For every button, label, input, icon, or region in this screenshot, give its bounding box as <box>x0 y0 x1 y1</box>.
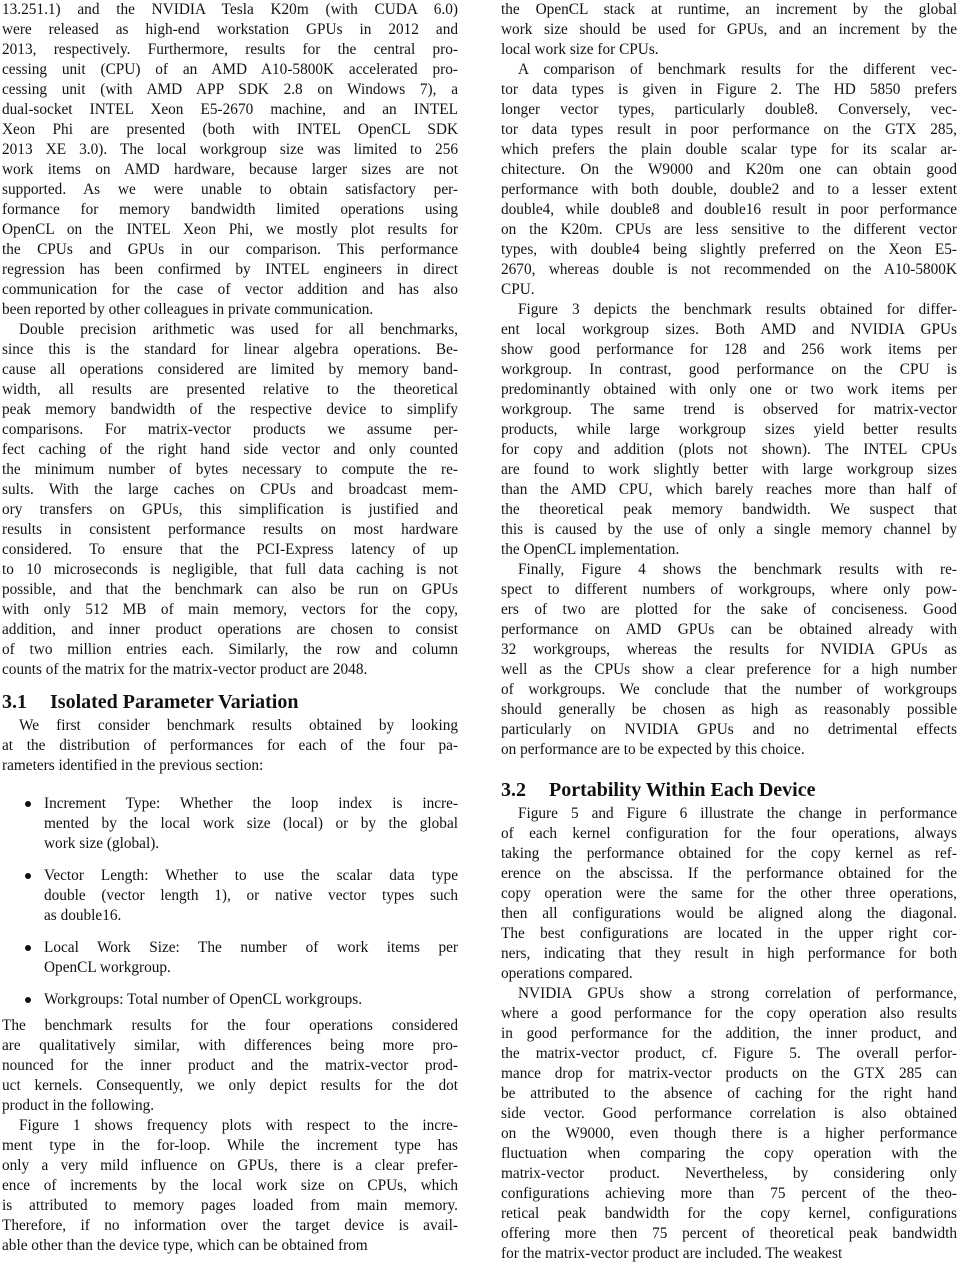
text-line: sults. With the large caches on CPUs and broadcast mem- <box>2 481 458 498</box>
right-column <box>501 0 957 1264</box>
bullet-icon <box>25 990 33 1010</box>
text-line: fluctuation when comparing the copy operation with the <box>501 1145 957 1162</box>
left-column <box>2 0 458 1256</box>
text-line: erence on the abscissa. If the performance obtained for the <box>501 865 957 882</box>
text-line: on the K20m. CPUs are less sensitive to the different vector <box>501 221 957 238</box>
text-line: operations compared. <box>501 965 633 982</box>
text-line: well as the CPUs show a clear preference for a high number <box>501 661 957 678</box>
text-line: ners, indicating that they result in high performance for both <box>501 945 957 962</box>
list-item-line: OpenCL workgroup. <box>44 959 171 976</box>
text-line: We first consider benchmark results obtained by looking <box>19 717 458 734</box>
text-line: Figure 3 depicts the benchmark results obtained for differ- <box>518 301 957 318</box>
section-heading-3-2 <box>501 776 957 804</box>
text-line: been reported by other colleagues in private communication. <box>2 301 374 318</box>
list-item-line: mented by the local work size (local) or by the global <box>44 815 458 832</box>
text-line: of two million entries each. Similarly, the row and column <box>2 641 458 658</box>
text-line: show good performance for 128 and 256 work items per <box>501 341 957 358</box>
text-line: spect to different numbers of workgroups, where only pow- <box>501 581 957 598</box>
text-line: types, with double4 being slightly preferred on the Xeon E5- <box>501 241 957 258</box>
text-line: should generally be chosen as high as reasonably possible <box>501 701 957 718</box>
text-line: comparisons. For matrix-vector products we assume per- <box>2 421 458 438</box>
paragraph-figure-1 <box>2 1116 458 1256</box>
text-line: dual-socket INTEL Xeon E5-2670 machine, and an INTEL <box>2 101 458 118</box>
text-line: Finally, Figure 4 shows the benchmark results with re- <box>518 561 957 578</box>
text-line: is attributed to memory pages loaded from main memory. <box>2 1197 458 1214</box>
list-item <box>2 794 458 854</box>
paragraph-figure-4 <box>501 560 957 760</box>
text-line: fect caching of the right hand side vector and only counted <box>2 441 458 458</box>
text-line: 2013, respectively. Furthermore, results for the central pro- <box>2 41 458 58</box>
text-line: with only 512 MB of main memory, vectors for the copy, <box>2 601 458 618</box>
text-line: The benchmark results for the four operations considered <box>2 1017 458 1034</box>
text-line: communication for the case of vector addition and has also <box>2 281 458 298</box>
text-line: considered. To ensure that the PCI-Express latency of up <box>2 541 458 558</box>
text-line: matrix-vector product. Nevertheless, by considering only <box>501 1165 957 1182</box>
text-line: NVIDIA GPUs show a strong correlation of performance, <box>518 985 957 1002</box>
text-line: uct kernels. Consequently, we only depict results for the dot <box>2 1077 458 1094</box>
text-line: 13.251.1) and the NVIDIA Tesla K20m (with CUDA 6.0) <box>2 1 458 18</box>
list-item <box>2 866 458 926</box>
text-line: results in consistent performance results on most hardware <box>2 521 458 538</box>
text-line: The best configurations are located in the upper right cor- <box>501 925 957 942</box>
text-line: ent local workgroup sizes. Both AMD and NVIDIA GPUs <box>501 321 957 338</box>
bullet-icon <box>25 866 33 886</box>
text-line: predominantly obtained with only one or two work items per <box>501 381 957 398</box>
text-line: tor data types is given in Figure 2. The HD 5850 prefers <box>501 81 957 98</box>
text-line: chitecture. On the W9000 and K20m one can obtain good <box>501 161 957 178</box>
text-line: products, while large workgroup sizes yield better results <box>501 421 957 438</box>
paragraph-figure-3 <box>501 300 957 560</box>
text-line: nounced for the inner product and the matrix-vector prod- <box>2 1057 458 1074</box>
text-line: Double precision arithmetic was used for all benchmarks, <box>19 321 458 338</box>
text-line: mance drop for matrix-vector products on the GTX 285 can <box>501 1065 957 1082</box>
text-line: on the W9000, even though there is a higher performance <box>501 1125 957 1142</box>
text-line: CPU. <box>501 281 535 298</box>
text-line: regression has been confirmed by INTEL engineers in direct <box>2 261 458 278</box>
list-item-line: Workgroups: Total number of OpenCL workgroups. <box>44 991 363 1008</box>
text-line: Therefore, if no information over the target device is avail- <box>2 1217 458 1234</box>
text-line: then all configurations would be aligned along the diagonal. <box>501 905 957 922</box>
text-line: OpenCL on the INTEL Xeon Phi, we mostly plot results for <box>2 221 458 238</box>
list-item-line: as double16. <box>44 907 122 924</box>
text-line: ers of two are plotted for the sake of conciseness. Good <box>501 601 957 618</box>
text-line: performance on AMD GPUs can be obtained already with <box>501 621 957 638</box>
paragraph-figure-2 <box>501 60 957 300</box>
text-line: cessing unit (with AMD APP SDK 2.8 on Windows 7), a <box>2 81 458 98</box>
text-line: Xeon Phi are presented (both with INTEL OpenCL SDK <box>2 121 458 138</box>
text-line: copy operation were the same for the other three operations, <box>501 885 957 902</box>
list-item-line: Local Work Size: The number of work items per <box>44 939 458 956</box>
text-line: able other than the device type, which can be obtained from <box>2 1237 368 1254</box>
section-number: 3.1 <box>2 691 27 713</box>
text-line: the OpenCL implementation. <box>501 541 680 558</box>
text-line: of each kernel configuration for the four operations, always <box>501 825 957 842</box>
text-line: work items on AMD hardware, because larger sizes are not <box>2 161 458 178</box>
text-line: the theoretical peak memory bandwidth. We suspect that <box>501 501 957 518</box>
list-item-line: Vector Length: Whether to use the scalar data type <box>44 867 458 884</box>
text-line: tor data types result in poor performance on the GTX 285, <box>501 121 957 138</box>
paragraph-continued <box>501 0 957 60</box>
text-line: than the AMD CPU, which barely reaches more than half of <box>501 481 957 498</box>
text-line: A comparison of benchmark results for the different vec- <box>518 61 957 78</box>
paragraph-benchmark-results <box>2 1016 458 1116</box>
paragraph-intro <box>2 0 458 320</box>
paragraph-figure-5-6 <box>501 804 957 984</box>
text-line: ment type in the for-loop. While the increment type has <box>2 1137 458 1154</box>
text-line: of workgroups. We conclude that the number of workgroups <box>501 681 957 698</box>
text-line: ory transfers on GPUs, this simplification is justified and <box>2 501 458 518</box>
list-item <box>2 938 458 978</box>
paragraph-nvidia <box>501 984 957 1264</box>
text-line: side vector. Good performance correlation is also obtained <box>501 1105 957 1122</box>
section-title: Isolated Parameter Variation <box>50 691 299 713</box>
text-line: double4, while double8 and double16 result in poor performance <box>501 201 957 218</box>
text-line: for the matrix-vector product are included. The weakest <box>501 1245 843 1262</box>
text-line: performance with both double, double2 and to a lesser extent <box>501 181 957 198</box>
text-line: retical peak bandwidth for the copy kernel, configurations <box>501 1205 957 1222</box>
text-line: Figure 5 and Figure 6 illustrate the change in performance <box>518 805 957 822</box>
text-line: local work size for CPUs. <box>501 41 659 58</box>
text-line: rameters identified in the previous section: <box>2 757 264 774</box>
text-line: only a very mild influence on GPUs, there is a clear prefer- <box>2 1157 458 1174</box>
text-line: ence of increments by the local work size on CPUs, which <box>2 1177 458 1194</box>
text-line: in good performance for the addition, the inner product, and <box>501 1025 957 1042</box>
list-item-line: work size (global). <box>44 835 160 852</box>
text-line: to 10 microseconds is negligible, that full data caching is not <box>2 561 458 578</box>
text-line: particularly on NVIDIA GPUs and no detrimental effects <box>501 721 957 738</box>
bullet-icon <box>25 794 33 814</box>
text-line: cause all operations considered are limited by memory band- <box>2 361 458 378</box>
list-item-line: Increment Type: Whether the loop index is incre- <box>44 795 458 812</box>
text-line: work size should be used for GPUs, and an increment by the <box>501 21 957 38</box>
text-line: the matrix-vector product, cf. Figure 5. The overall perfor- <box>501 1045 957 1062</box>
text-line: product in the following. <box>2 1097 155 1114</box>
text-line: which prefers the plain double scalar type for its scalar ar- <box>501 141 957 158</box>
text-line: at the distribution of performances for each of the four pa- <box>2 737 458 754</box>
text-line: addition, and inner product operations are chosen to consist <box>2 621 458 638</box>
text-line: configurations achieving more than 75 percent of the theo- <box>501 1185 957 1202</box>
text-line: cessing unit (CPU) of an AMD A10-5800K accelerated pro- <box>2 61 458 78</box>
text-line: the minimum number of bytes necessary to compute the re- <box>2 461 458 478</box>
parameter-list <box>2 794 458 1010</box>
text-line: are qualitatively similar, with differences being more pro- <box>2 1037 458 1054</box>
text-line: longer vector types, particularly double8. Conversely, vec- <box>501 101 957 118</box>
section-title: Portability Within Each Device <box>549 779 816 801</box>
text-line: were released as high-end workstation GPUs in 2012 and <box>2 21 458 38</box>
text-line: supported. As we were unable to obtain satisfactory per- <box>2 181 458 198</box>
text-line: offering more then 75 percent of theoretical peak bandwidth <box>501 1225 957 1242</box>
text-line: the CPUs and GPUs in our comparison. This performance <box>2 241 458 258</box>
section-number: 3.2 <box>501 779 526 801</box>
text-line: workgroup. The same trend is observed for matrix-vector <box>501 401 957 418</box>
section-heading-3-1 <box>2 688 458 716</box>
text-line: possible, and that the benchmark can also be run on GPUs <box>2 581 458 598</box>
text-line: for copy and addition (plots not shown). The INTEL CPUs <box>501 441 957 458</box>
text-line: peak memory bandwidth of the respective device to simplify <box>2 401 458 418</box>
text-line: taking the performance obtained for the copy kernel as ref- <box>501 845 957 862</box>
list-item-line: double (vector length 1), or native vector types such <box>44 887 458 904</box>
paragraph-double-precision <box>2 320 458 680</box>
text-line: on performance are to be expected by this choice. <box>501 741 805 758</box>
text-line: this is caused by the use of only a single memory channel by <box>501 521 957 538</box>
text-line: formance for memory bandwidth limited operations using <box>2 201 458 218</box>
text-line: 32 workgroups, whereas the results for NVIDIA GPUs as <box>501 641 957 658</box>
list-item <box>2 990 458 1010</box>
text-line: since this is the standard for linear algebra operations. Be- <box>2 341 458 358</box>
bullet-icon <box>25 938 33 958</box>
text-line: 2670, whereas double is not recommended on the A10-5800K <box>501 261 957 278</box>
paragraph-first-consider <box>2 716 458 776</box>
text-line: where a good performance for the copy operation also results <box>501 1005 957 1022</box>
text-line: counts of the matrix for the matrix-vector product are 2048. <box>2 661 368 678</box>
text-line: the OpenCL stack at runtime, an increment by the global <box>501 1 957 18</box>
text-line: be attributed to the absence of caching for the right hand <box>501 1085 957 1102</box>
text-line: 2013 XE 3.0). The local workgroup size was limited to 256 <box>2 141 458 158</box>
text-line: workgroup. In contrast, good performance on the CPU is <box>501 361 957 378</box>
text-line: Figure 1 shows frequency plots with respect to the incre- <box>19 1117 458 1134</box>
text-line: are found to work slightly better with large workgroup sizes <box>501 461 957 478</box>
text-line: width, all results are presented relative to the theoretical <box>2 381 458 398</box>
